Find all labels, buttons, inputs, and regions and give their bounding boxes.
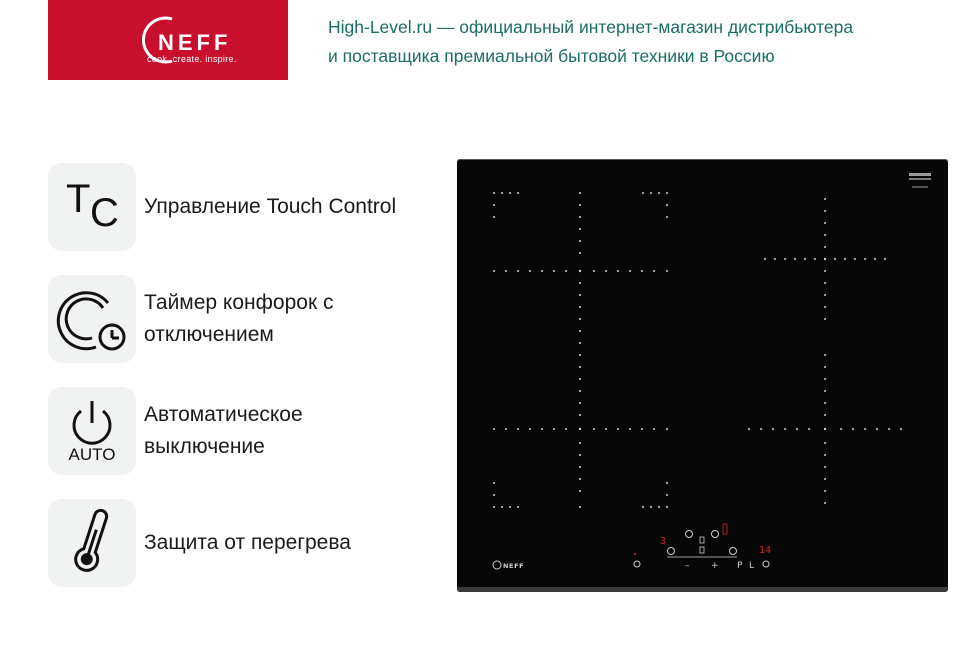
power-icon	[634, 561, 640, 567]
feature-icon-tile: T C	[48, 163, 136, 251]
feature-touch-control	[48, 163, 408, 251]
display-left: 3	[660, 536, 667, 547]
right-vertical-line	[824, 198, 826, 504]
timer-button-icon	[763, 561, 769, 567]
feature-icon-tile	[48, 275, 136, 363]
feature-auto-off	[48, 387, 408, 475]
brand-logo-block	[48, 0, 288, 80]
feature-icon-tile	[48, 499, 136, 587]
brand-slogan: cook. create. inspire.	[147, 54, 237, 64]
p-mark: P	[737, 561, 743, 571]
header-line-1: High-Level.ru — официальный интернет-магазин дистрибьютера	[328, 17, 854, 37]
auto-label: AUTO	[68, 445, 116, 464]
header-line-2: и поставщика премиальной бытовой техники в Россию	[328, 46, 775, 66]
feature-label: Автоматическое выключение	[144, 403, 303, 458]
hob-surface	[457, 159, 948, 589]
feature-label: Таймер конфорок с отключением	[144, 291, 334, 346]
zone-select-circle-icon	[712, 531, 719, 538]
feature-overheat-protection	[48, 499, 408, 587]
brand-name: NEFF	[158, 30, 232, 55]
zone-select-circle-icon	[730, 548, 737, 555]
zone-select-circle-icon	[686, 531, 693, 538]
left-vertical-line	[579, 192, 581, 508]
feature-timer	[48, 275, 408, 363]
display-right: 14	[759, 545, 772, 556]
timer-icon	[48, 275, 136, 363]
hob-brand: NEFF	[503, 562, 525, 570]
hob-frame-edge	[457, 587, 948, 592]
thermometer-icon	[48, 499, 136, 587]
feature-icon-tile	[48, 387, 136, 475]
minus-mark: –	[685, 561, 690, 571]
cooking-zone-markings	[493, 192, 902, 508]
feature-label: Управление Touch Control	[144, 195, 397, 218]
zone-select-circle-icon	[668, 548, 675, 555]
left-zone-markers	[493, 192, 668, 508]
feature-label: Защита от перегрева	[144, 531, 351, 554]
neff-small-logo-icon	[493, 561, 501, 569]
plus-mark: +	[711, 561, 719, 571]
header-description	[328, 13, 948, 71]
induction-hob-image	[457, 159, 948, 592]
l-mark: L	[749, 561, 755, 571]
left-horizontal-lines	[493, 270, 668, 430]
